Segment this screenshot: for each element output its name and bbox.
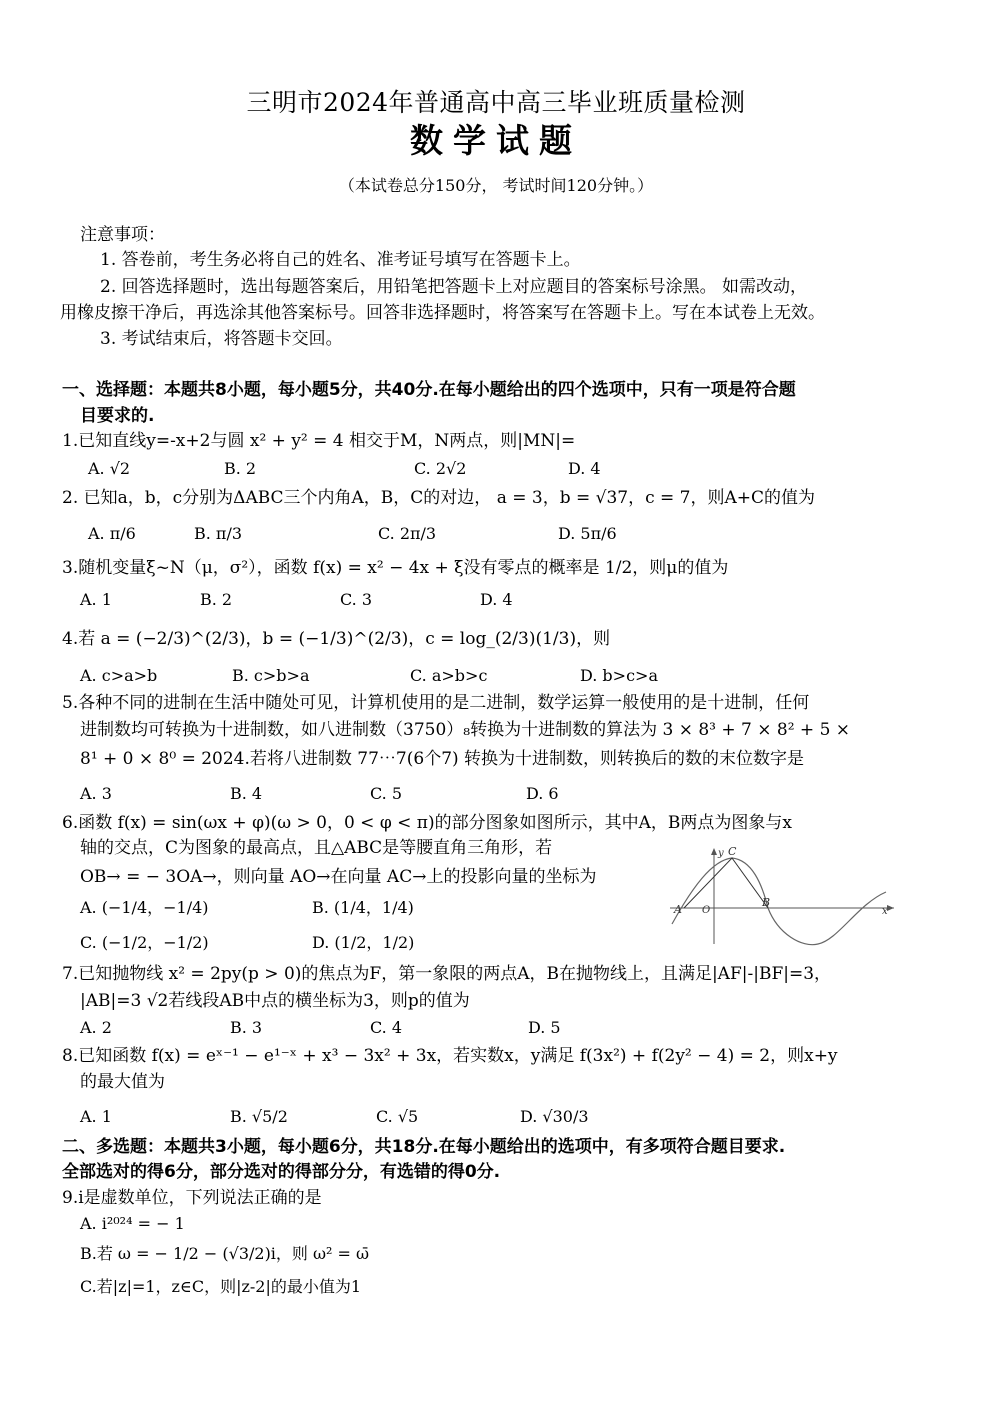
question-6-sine-graph [662,844,902,948]
question-3-option-c: C. 3 [340,590,373,609]
question-3-option-b: B. 2 [200,590,233,609]
question-1-option-c: C. 2√2 [414,459,467,478]
section-2-heading-line-2: 全部选对的得6分，部分选对的得部分分，有选错的得0分. [62,1162,501,1182]
question-2-option-a: A. π/6 [88,524,136,543]
question-5-line-3: 8¹ + 0 × 8⁰ = 2024.若将八进制数 77⋯7(6个7) 转换为十进制数，则转换后的数的末位数字是 [80,749,805,769]
question-7-option-b: B. 3 [230,1018,263,1037]
question-7-line-2: |AB|=3 √2若线段AB中点的横坐标为3，则p的值为 [80,991,470,1011]
figure-label-a: A [674,903,682,916]
question-9-stem: 9.i是虚数单位，下列说法正确的是 [62,1188,322,1208]
question-2-stem: 2. 已知a，b，c分别为ΔABC三个内角A，B，C的对边， a = 3，b = √37，c = 7，则A+C的值为 [62,488,816,508]
question-6-option-c: C. (−1/2，−1/2) [80,933,209,952]
question-6-line-3: OB→ = − 3OA→，则向量 AO→在向量 AC→上的投影向量的坐标为 [80,867,597,887]
question-6-option-b: B. (1/4，1/4) [312,898,414,917]
question-4-option-b: B. c>b>a [232,666,310,685]
question-1-stem: 1.已知直线y=-x+2与圆 x² + y² = 4 相交于M，N两点，则|MN|= [62,431,576,451]
question-6-line-2: 轴的交点，C为图象的最高点，且△ABC是等腰直角三角形，若 [80,838,553,858]
question-9-option-c: C.若|z|=1，z∈C，则|z-2|的最小值为1 [80,1277,362,1296]
notes-item-2-line-1: 2. 回答选择题时，选出每题答案后，用铅笔把答题卡上对应题目的答案标号涂黑。 如需改动， [100,277,808,297]
question-1-option-d: D. 4 [568,459,601,478]
question-8-option-b: B. √5/2 [230,1107,288,1126]
question-4-option-c: C. a>b>c [410,666,488,685]
section-2-heading-line-1: 二、多选题：本题共3小题，每小题6分，共18分.在每小题给出的选项中，有多项符合题目要求. [62,1137,786,1157]
notes-item-3: 3. 考试结束后，将答题卡交回。 [100,329,343,349]
exam-title: 三明市2024年普通高中高三毕业班质量检测 [246,88,746,117]
question-8-option-c: C. √5 [376,1107,419,1126]
question-7-option-c: C. 4 [370,1018,403,1037]
question-5-option-a: A. 3 [80,784,112,803]
figure-label-c: C [728,845,737,858]
question-5-option-c: C. 5 [370,784,403,803]
question-5-line-2: 进制数均可转换为十进制数，如八进制数（3750）₈转换为十进制数的算法为 3 × 8³ + 7 × 8² + 5 × [80,720,851,740]
question-5-option-b: B. 4 [230,784,263,803]
question-4-option-a: A. c>a>b [80,666,158,685]
question-4-stem: 4.若 a = (−2/3)^(2/3)，b = (−1/3)^(2/3)，c = log_(2/3)(1/3)，则 [62,629,611,649]
question-7-option-d: D. 5 [528,1018,561,1037]
figure-label-b: B [762,896,771,909]
question-3-stem: 3.随机变量ξ~N（μ，σ²），函数 f(x) = x² − 4x + ξ没有零点的概率是 1/2，则μ的值为 [62,558,729,578]
section-1-heading-line-2: 目要求的. [80,406,155,426]
question-7-option-a: A. 2 [80,1018,112,1037]
question-1-option-b: B. 2 [224,459,257,478]
figure-label-o: O [702,905,711,916]
figure-label-x: x [882,906,888,917]
question-6-option-d: D. (1/2，1/2) [312,933,415,952]
question-5-line-1: 5.各种不同的进制在生活中随处可见，计算机使用的是二进制，数学运算一般使用的是十进制，任何 [62,693,810,713]
question-9-option-a: A. i²⁰²⁴ = − 1 [80,1214,185,1233]
figure-label-y: y [718,848,724,859]
question-5-option-d: D. 6 [526,784,559,803]
question-9-option-b: B.若 ω = − 1/2 − (√3/2)i，则 ω² = ω̄ [80,1244,370,1263]
notes-item-2-line-2: 用橡皮擦干净后，再选涂其他答案标号。回答非选择题时，将答案写在答题卡上。写在本试卷上无效。 [60,303,825,323]
question-6-option-a: A. (−1/4，−1/4) [80,898,209,917]
exam-subtitle: （本试卷总分150分， 考试时间120分钟。） [338,176,654,195]
subject-title: 数学试题 [410,121,582,160]
question-8-line-1: 8.已知函数 f(x) = eˣ⁻¹ − e¹⁻ˣ + x³ − 3x² + 3x，若实数x，y满足 f(3x²) + f(2y² − 4) = 2，则x+y [62,1046,838,1066]
question-8-option-d: D. √30/3 [520,1107,589,1126]
question-6-line-1: 6.函数 f(x) = sin(ωx + φ)(ω > 0，0 < φ < π)的部分图象如图所示，其中A，B两点为图象与x [62,813,792,833]
question-8-line-2: 的最大值为 [80,1072,165,1092]
question-3-option-d: D. 4 [480,590,513,609]
notes-item-1: 1. 答卷前，考生务必将自己的姓名、准考证号填写在答题卡上。 [100,250,581,270]
question-2-option-d: D. 5π/6 [558,524,617,543]
question-1-option-a: A. √2 [88,459,131,478]
notes-heading: 注意事项： [80,225,165,245]
question-2-option-c: C. 2π/3 [378,524,437,543]
question-8-option-a: A. 1 [80,1107,112,1126]
question-2-option-b: B. π/3 [194,524,243,543]
question-7-line-1: 7.已知抛物线 x² = 2py(p > 0)的焦点为F，第一象限的两点A，B在抛物线上，且满足|AF|-|BF|=3， [62,964,832,984]
section-1-heading-line-1: 一、选择题：本题共8小题，每小题5分，共40分.在每小题给出的四个选项中，只有一项是符合题 [62,380,796,400]
question-4-option-d: D. b>c>a [580,666,658,685]
question-3-option-a: A. 1 [80,590,112,609]
